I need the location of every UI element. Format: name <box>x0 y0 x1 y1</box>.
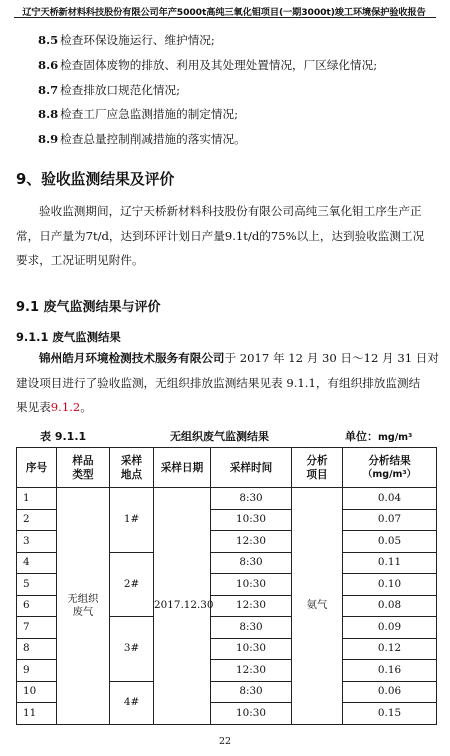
cell-seq: 3 <box>17 531 57 553</box>
header-date: 采样日期 <box>154 448 211 488</box>
cell-seq: 4 <box>17 552 57 574</box>
cell-time: 10:30 <box>211 509 292 531</box>
header-time: 采样时间 <box>211 448 292 488</box>
cell-date: 2017.12.30 <box>154 488 211 725</box>
cell-seq: 7 <box>17 617 57 639</box>
section-9-paragraph <box>16 199 434 273</box>
page-header: 辽宁天桥新材料科技股份有限公司年产5000t高纯三氧化钼项目(一期3000t)竣工环境保护验收报告 <box>22 7 426 18</box>
paragraph-line: 常，日产量为7t/d，达到环评计划日产量9.1t/d的75%以上，达到验收监测工况 <box>16 228 425 243</box>
header-result-unit: （mg/m³） <box>362 468 417 480</box>
check-number: 8.8 <box>38 107 59 122</box>
paragraph-line: 验收监测期间，辽宁天桥新材料科技股份有限公司高纯三氧化钼工序生产正 <box>39 204 422 218</box>
cell-site: 3# <box>110 617 154 682</box>
header-type-text: 样品类型 <box>72 454 94 481</box>
monitoring-results-table <box>16 447 437 725</box>
cell-time: 8:30 <box>211 617 292 639</box>
cell-time: 10:30 <box>211 638 292 660</box>
cell-result: 0.06 <box>343 681 437 703</box>
cell-time: 12:30 <box>211 595 292 617</box>
type-text: 无组织废气 <box>67 592 99 618</box>
cell-item: 氨气 <box>292 488 343 725</box>
line-text: 果见表 <box>16 400 51 414</box>
header-type <box>57 448 110 488</box>
cell-result: 0.15 <box>343 703 437 725</box>
header-item <box>292 448 343 488</box>
check-number: 8.5 <box>38 33 59 47</box>
cell-time: 12:30 <box>211 531 292 553</box>
cell-seq: 10 <box>17 681 57 703</box>
header-site-text: 采样地点 <box>120 454 143 481</box>
paragraph-line: 建设项目进行了验收监测，无组织排放监测结果见表 9.1.1，有组织排放监测结 <box>16 375 421 390</box>
cell-seq: 11 <box>17 703 57 725</box>
company-name: 锦州皓月环境检测技术服务有限公司 <box>39 351 225 365</box>
cell-site: 2# <box>110 552 154 617</box>
cell-seq: 1 <box>17 488 57 510</box>
cell-seq: 9 <box>17 660 57 682</box>
check-text: 检查环保设施运行、维护情况; <box>60 33 215 47</box>
cell-time: 8:30 <box>211 488 292 510</box>
header-divider <box>14 17 436 18</box>
check-text: 检查工厂应急监测措施的制定情况; <box>60 107 238 122</box>
unit-value: mg/m³ <box>378 432 413 443</box>
section-9-1-1-heading: 9.1.1 废气监测结果 <box>16 330 121 344</box>
cell-site: 1# <box>110 488 154 553</box>
cell-site: 4# <box>110 681 154 724</box>
unit-label: 单位： <box>345 430 378 443</box>
header-item-text: 分析项目 <box>306 454 328 481</box>
cell-seq: 2 <box>17 509 57 531</box>
check-item <box>38 53 428 78</box>
check-item <box>38 28 428 53</box>
cell-result: 0.04 <box>343 488 437 510</box>
line-text: 。 <box>80 400 92 414</box>
table-reference-link[interactable]: 9.1.2 <box>50 400 81 414</box>
cell-result: 0.08 <box>343 595 437 617</box>
cell-type <box>57 488 110 725</box>
cell-time: 12:30 <box>211 660 292 682</box>
check-number: 8.6 <box>38 57 59 72</box>
check-text: 检查固体废物的排放、利用及其处理处置情况，厂区绿化情况; <box>60 57 378 72</box>
check-number: 8.7 <box>38 82 59 97</box>
check-item <box>38 78 428 103</box>
cell-seq: 8 <box>17 638 57 660</box>
check-text: 检查排放口规范化情况; <box>60 82 181 97</box>
header-site <box>110 448 154 488</box>
table-title: 无组织废气监测结果 <box>170 430 269 443</box>
cell-result: 0.07 <box>343 509 437 531</box>
check-number: 8.9 <box>38 132 59 147</box>
check-item <box>38 127 428 152</box>
cell-result: 0.05 <box>343 531 437 553</box>
section-9-1-1-paragraph <box>16 346 439 420</box>
table-row <box>17 488 437 510</box>
cell-time: 8:30 <box>211 681 292 703</box>
paragraph-line <box>16 395 434 420</box>
table-label: 表 9.1.1 <box>40 430 87 443</box>
line-text: 于 2017 年 12 月 30 日～12 月 31 日对 <box>224 351 439 365</box>
cell-result: 0.11 <box>343 552 437 574</box>
cell-result: 0.12 <box>343 638 437 660</box>
cell-time: 10:30 <box>211 703 292 725</box>
section-9-heading: 9、验收监测结果及评价 <box>16 171 175 188</box>
cell-seq: 6 <box>17 595 57 617</box>
cell-seq: 5 <box>17 574 57 596</box>
cell-time: 8:30 <box>211 552 292 574</box>
section-9-1-heading: 9.1 废气监测结果与评价 <box>16 300 161 315</box>
table-unit <box>345 428 412 444</box>
check-text: 检查总量控制削减措施的落实情况。 <box>60 132 246 147</box>
paragraph-line <box>16 346 439 371</box>
page-number: 22 <box>218 736 232 747</box>
cell-time: 10:30 <box>211 574 292 596</box>
paragraph-line: 要求，工况证明见附件。 <box>16 253 144 267</box>
header-result <box>343 448 437 488</box>
table-header-row <box>17 448 437 488</box>
check-list <box>38 28 428 152</box>
cell-result: 0.16 <box>343 660 437 682</box>
header-result-text: 分析结果 <box>368 454 411 467</box>
check-item <box>38 102 428 127</box>
cell-result: 0.10 <box>343 574 437 596</box>
cell-result: 0.09 <box>343 617 437 639</box>
header-seq: 序号 <box>17 448 57 488</box>
